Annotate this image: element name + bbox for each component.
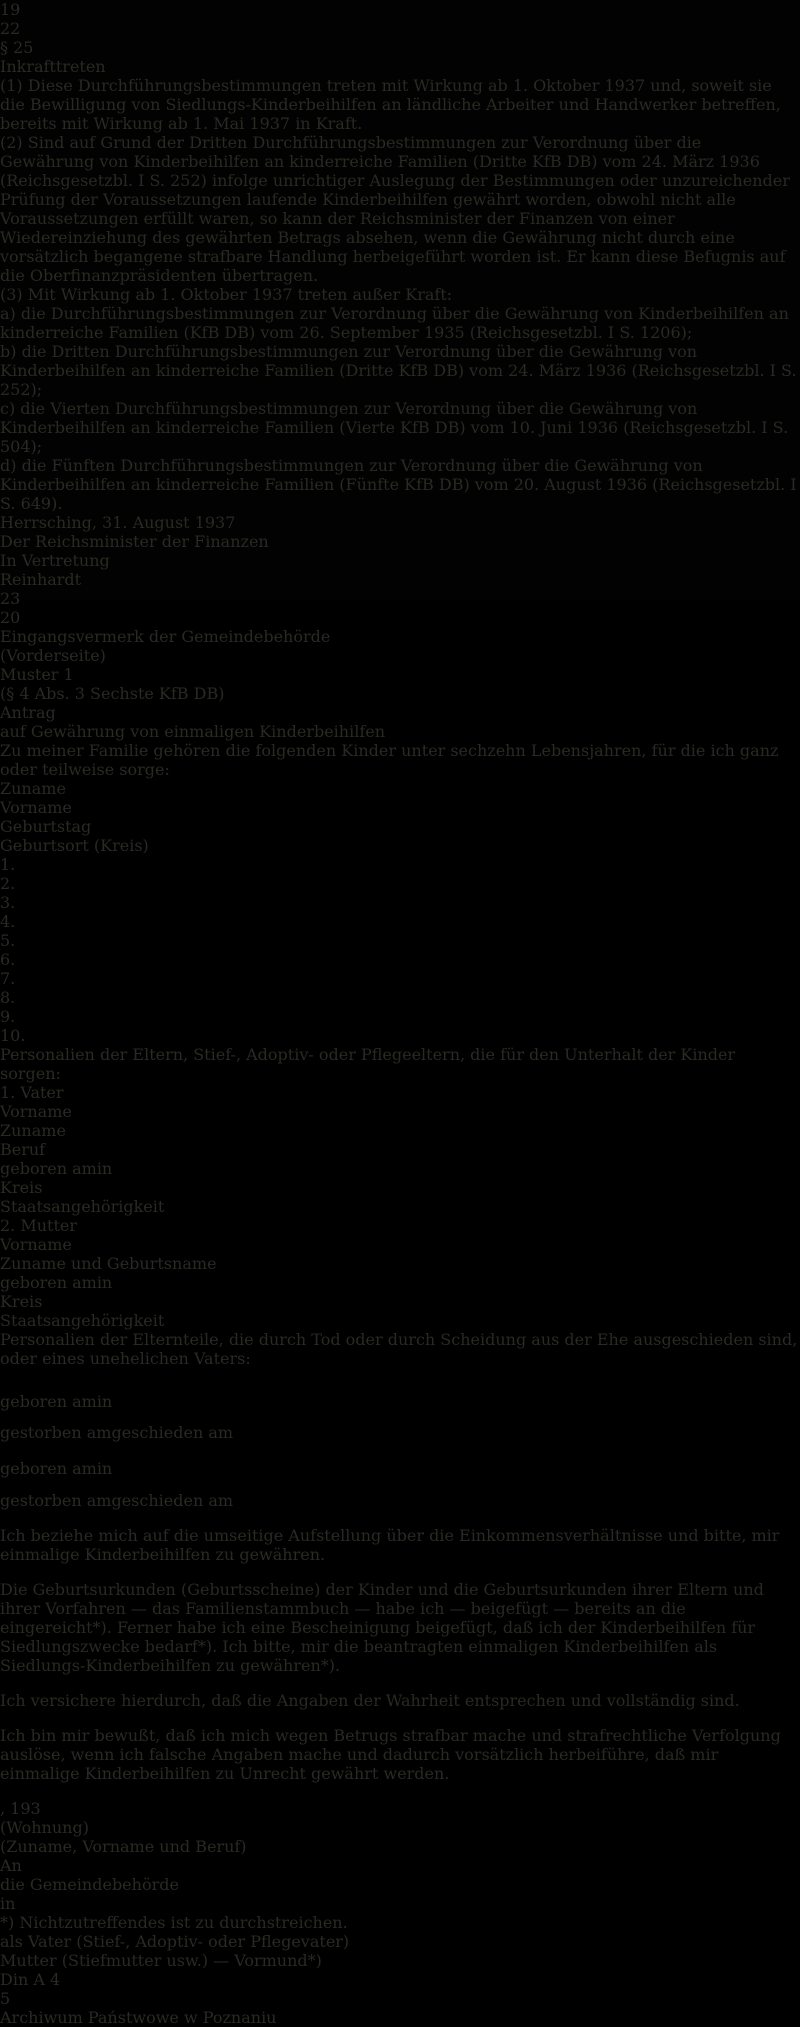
- residence-label: (Wohnung): [0, 1818, 89, 1837]
- municipal-address-block: [0, 1856, 800, 1913]
- name-profession-label: (Zuname, Vorname und Beruf): [0, 1837, 247, 1856]
- form-title: Antrag: [0, 703, 56, 722]
- children-table: [0, 779, 800, 1045]
- declaration-line: Ich bin mir bewußt, daß ich mich wegen Betrugs strafbar mache und strafrechtliche Verfolgung auslöse, wenn ich falsche Angaben mache und dadurch vorsätzlich herbeiführe, daß mir einmalige Kinderbeihilfen zu Unrecht gewährt werden.: [0, 1726, 781, 1783]
- table-header-row: [0, 779, 800, 855]
- muster-block: [0, 665, 800, 703]
- din-format-label: Din A 4: [0, 1970, 61, 1989]
- declaration-line: Ich beziehe mich auf die umseitige Aufstellung über die Einkommensverhältnisse und bitte, mir einmalige Kinderbeihilfen zu gewähren.: [0, 1526, 780, 1564]
- paragraph-3: (3) Mit Wirkung ab 1. Oktober 1937 treten außer Kraft:: [0, 285, 453, 304]
- archive-caption: Archiwum Państwowe w Poznaniu: [0, 2008, 277, 2027]
- handwritten-folio-number-right: 20: [0, 608, 21, 627]
- table-row: 6.: [0, 950, 16, 969]
- paragraph-2: (2) Sind auf Grund der Dritten Durchführungsbestimmungen zur Verordnung über die Gewährung von Kinderbeihilfen an kinderreiche Familien (Dritte KfB DB) vom 24. März 1936 (Reichsgesetzbl. I S. 252) infolge unrichtiger Auslegung der Bestimmungen oder unzureichender Prüfung der Voraussetzungen laufende Kinderbeihilfen gewährt worden, obwohl nicht alle Voraussetzungen erfüllt waren, so kann der Reichsminister der Finanzen von einer Wiedereinziehung des gewährten Betrags absehen, wenn die Gewährung nicht durch eine vorsätzlich begangene strafbare Handlung herbeigeführt worden ist. Er kann diese Befugnis auf die Oberfinanzpräsidenten übertragen.: [0, 133, 790, 285]
- paragraph-1: (1) Diese Durchführungsbestimmungen treten mit Wirkung ab 1. Oktober 1937 und, soweit sie die Bewilligung von Siedlungs-Kinderbeihilfen an ländliche Arbeiter und Handwerker betreffen, bereits mit Wirkung ab 1. Mai 1937 in Kraft.: [0, 76, 781, 133]
- parents-column-right: [0, 1330, 800, 1510]
- father-kreis-field: Kreis: [0, 1178, 43, 1197]
- table-row: 5.: [0, 931, 16, 950]
- addr-line-1: An: [0, 1856, 22, 1875]
- form-subtitle: auf Gewährung von einmaligen Kinderbeihilfen: [0, 722, 386, 741]
- father-nationality-field: Staatsangehörigkeit: [0, 1197, 165, 1216]
- declaration-line: Die Geburtsurkunden (Geburtsscheine) der Kinder und die Geburtsurkunden ihrer Eltern und ihrer Vorfahren — das Familienstammbuch — habe ich — beigefügt — bereits an die eingereicht*). Ferner habe ich eine Bescheinigung beigefügt, daß ich der Kinderbeihilfen für Siedlungszwecke bedarf*). Ich bitte, mir die beantragten einmaligen Kinderbeihilfen als Siedlungs-Kinderbeihilfen zu gewähren*).: [0, 1580, 764, 1675]
- form-intro: Zu meiner Familie gehören die folgenden Kinder unter sechzehn Lebensjahren, für die ich ganz oder teilweise sorge:: [0, 741, 779, 779]
- table-row: 9.: [0, 1007, 16, 1026]
- mother-vorname-field: Vorname: [0, 1235, 72, 1254]
- mother-zuname-field: Zuname und Geburtsname: [0, 1254, 217, 1273]
- parents-details-section: [0, 1045, 800, 1510]
- col-header-zuname: Zuname: [0, 779, 66, 798]
- signature-name: Reinhardt: [0, 570, 82, 589]
- list-item-c: c) die Vierten Durchführungsbestimmungen zur Verordnung über die Gewährung von Kinderbeihilfen an kinderreiche Familien (Vierte KfB DB) vom 10. Juni 1936 (Reichsgesetzbl. I S. 504);: [0, 399, 789, 456]
- signature-title: Der Reichsminister der Finanzen: [0, 532, 269, 551]
- table-row: 3.: [0, 893, 16, 912]
- parents-right-heading: Personalien der Elternteile, die durch Tod oder durch Scheidung aus der Ehe ausgeschieden sind, oder eines unehelichen Vaters:: [0, 1330, 798, 1368]
- col-header-vorname: Vorname: [0, 798, 72, 817]
- table-row: 2.: [0, 874, 16, 893]
- parents-left-heading: Personalien der Eltern, Stief-, Adoptiv- oder Pflegeeltern, die für den Unterhalt der Kinder sorgen:: [0, 1045, 736, 1083]
- muster-label: Muster 1: [0, 665, 74, 684]
- declaration-line: Ich versichere hierdurch, daß die Angaben der Wahrheit entsprechen und vollständig sind.: [0, 1691, 740, 1710]
- absent-parent-born-field-1: geboren amin: [0, 1392, 113, 1411]
- father-zuname-field: Zuname: [0, 1121, 66, 1140]
- col-header-geburtsort: Geburtsort (Kreis): [0, 836, 149, 855]
- form-page-number: 5: [0, 1989, 11, 2008]
- father-beruf-field: Beruf: [0, 1140, 46, 1159]
- father-heading: 1. Vater: [0, 1083, 64, 1102]
- mother-heading: 2. Mutter: [0, 1216, 78, 1235]
- right-page-form: [0, 589, 800, 2008]
- footnote: *) Nichtzutreffendes ist zu durchstreichen.: [0, 1913, 348, 1932]
- date-signature-line: [0, 1799, 800, 1818]
- absent-parent-died-divorced-field-1: gestorben amgeschieden am: [0, 1423, 234, 1442]
- signature-subtitle: In Vertretung: [0, 551, 110, 570]
- addr-line-3: in: [0, 1894, 16, 1913]
- front-side-label: (Vorderseite): [0, 646, 106, 665]
- year-prefix: , 193: [0, 1799, 41, 1818]
- mother-born-field: geboren amin: [0, 1273, 113, 1292]
- list-item-a: a) die Durchführungsbestimmungen zur Verordnung über die Gewährung von Kinderbeihilfen an kinderreiche Familien (KfB DB) vom 26. September 1935 (Reichsgesetzbl. I S. 1206);: [0, 304, 789, 342]
- col-header-geburtstag: Geburtstag: [0, 817, 92, 836]
- film-artifacts: [26, 8, 784, 546]
- table-row: 7.: [0, 969, 16, 988]
- printed-page-number-left: 22: [0, 19, 21, 38]
- absent-parent-died-divorced-field-2: gestorben amgeschieden am: [0, 1491, 234, 1510]
- table-row: 10.: [0, 1026, 26, 1045]
- father-born-field: geboren amin: [0, 1159, 113, 1178]
- muster-reference: (§ 4 Abs. 3 Sechste KfB DB): [0, 684, 225, 703]
- father-vorname-field: Vorname: [0, 1102, 72, 1121]
- table-row: 4.: [0, 912, 16, 931]
- absent-parent-born-field-2: geboren amin: [0, 1459, 113, 1478]
- parents-column-left: [0, 1045, 800, 1330]
- section-heading: § 25: [0, 38, 34, 57]
- mother-kreis-field: Kreis: [0, 1292, 43, 1311]
- list-item-b: b) die Dritten Durchführungsbestimmungen zur Verordnung über die Gewährung von Kinderbeihilfen an kinderreiche Familien (Dritte KfB DB) vom 24. März 1936 (Reichsgesetzbl. I S. 252);: [0, 342, 797, 399]
- stamp-box: Eingangsvermerk der Gemeindebehörde: [0, 627, 331, 646]
- handwritten-folio-number-left: 19: [0, 0, 21, 19]
- printed-page-number-right: 23: [0, 589, 21, 608]
- dateline: Herrsching, 31. August 1937: [0, 513, 236, 532]
- margin-label: Inkrafttreten: [0, 57, 106, 76]
- applicant-role-note: als Vater (Stief-, Adoptiv- oder Pflegevater) Mutter (Stiefmutter usw.) — Vormund*): [0, 1932, 350, 1970]
- declaration-text: [0, 1526, 800, 1783]
- mother-nationality-field: Staatsangehörigkeit: [0, 1311, 165, 1330]
- table-row: 1.: [0, 855, 16, 874]
- list-item-d: d) die Fünften Durchführungsbestimmungen zur Verordnung über die Gewährung von Kinderbeihilfen an kinderreiche Familien (Fünfte KfB DB) vom 20. August 1936 (Reichsgesetzbl. I S. 649).: [0, 456, 797, 513]
- table-row: 8.: [0, 988, 16, 1007]
- addr-line-2: die Gemeindebehörde: [0, 1875, 179, 1894]
